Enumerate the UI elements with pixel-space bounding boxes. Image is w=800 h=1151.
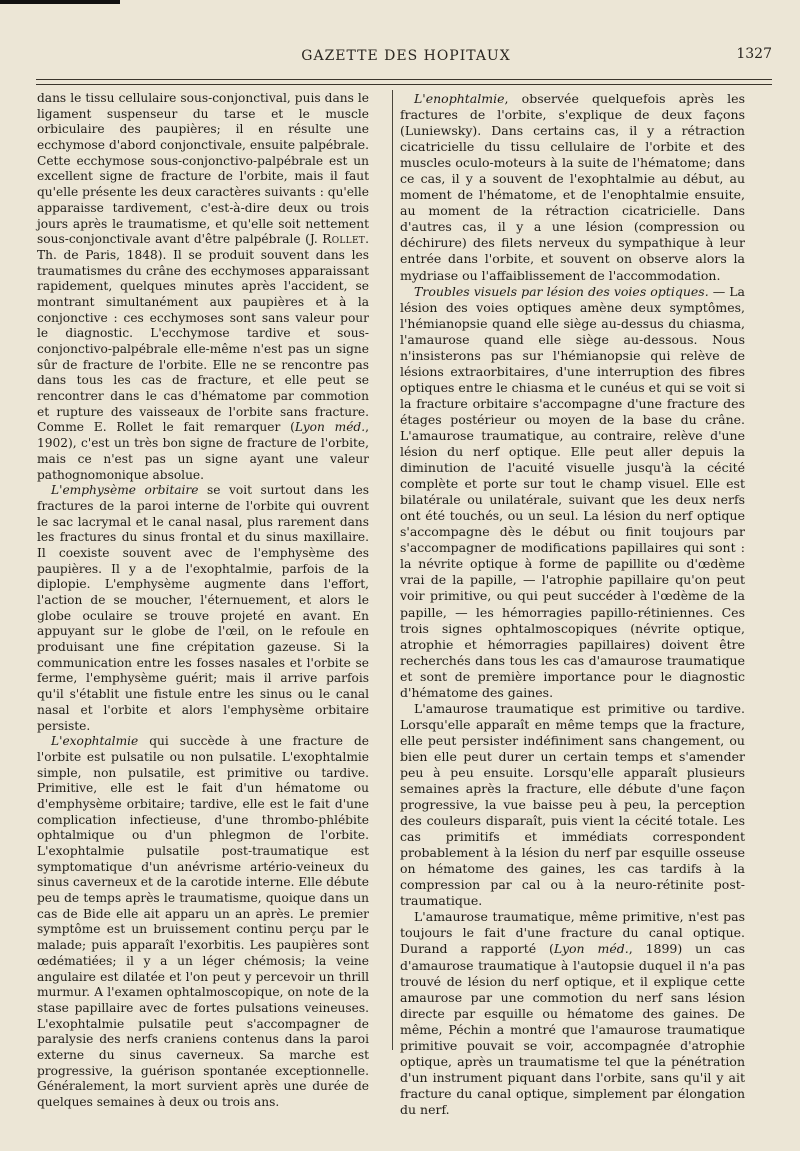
paragraph — [400, 909, 745, 1118]
paragraph — [400, 91, 745, 284]
paragraph — [37, 734, 369, 1111]
paragraph-text: , 1899) un cas d'amaurose traumatique à l'autopsie duquel il n'a pas trouvé de lésion du nerf optique, et il explique cette amaurose par une commotion du nerf sans lésion directe par esquille ou hématome des gaines. De même, Péchin a montré que l'amaurose traumatique primitive pouvait se voir, accompagnée d'atrophie optique, après un traumatisme tel que la pénétration d'un instrument piquant dans l'orbite, sans qu'il y ait fracture du canal optique, simplement par élongation du nerf. — [400, 941, 745, 1117]
section-term: L'exophtalmie — [51, 734, 139, 749]
paragraph-text: qui succède à une fracture de l'orbite est pulsatile ou non pulsatile. L'exophtalmie simple, non pulsatile, est primitive ou tardive. Primitive, elle est le fait d'un hématome ou d'emphysème orbitaire; tardive, elle est le fait d'une complication infectieuse, d'une thrombo-phlébite ophtalmique ou d'un phlegmon de l'orbite. L'exophtalmie pulsatile post-traumatique est symptomatique d'un anévrisme artério-veineux du sinus caverneux et de la carotide interne. Elle débute peu de temps après le traumatisme, quoique dans un cas de Bide elle ait apparu un an après. Le premier symptôme est un bruissement continu perçu par le malade; puis apparaît l'exorbitis. Les paupières sont œdématiées; il y a un léger chémosis; la veine angulaire est dilatée et l'on peut y percevoir un thrill murmur. A l'examen ophtalmoscopique, on note de la stase papillaire avec de fortes pulsations veineuses. L'exophtalmie pulsatile peut s'accompagner de paralysie des nerfs craniens contenus dans la paroi externe du sinus caverneux. Sa marche est progressive, la guérison spontanée exceptionnelle. Généralement, la mort survient après une durée de quelques semaines à deux ou trois ans. — [37, 734, 369, 1109]
section-term: L'emphysème orbitaire — [51, 483, 199, 498]
page-number: 1327 — [736, 46, 772, 62]
paragraph — [37, 483, 369, 734]
journal-reference: Lyon méd. — [294, 420, 366, 435]
header-rule-bottom — [36, 84, 772, 85]
author-name: Rollet — [322, 232, 366, 247]
header-rule-top — [36, 79, 772, 80]
paragraph — [400, 284, 745, 701]
left-column — [37, 91, 369, 1111]
paragraph-text: se voit surtout dans les fractures de la paroi interne de l'orbite qui ouvrent le sac lacrymal et le canal nasal, plus rarement dans les fractures du sinus frontal et du sinus maxillaire. Il coexiste souvent avec de l'emphysème des paupières. Il y a de l'exophtalmie, parfois de la diplopie. L'emphysème augmente dans l'effort, l'action de se moucher, l'éternuement, et alors le globe oculaire se trouve projeté en avant. En appuyant sur le globe de l'œil, on le refoule en produisant une fine crépitation gazeuse. Si la communication entre les fosses nasales et l'orbite se ferme, l'emphysème guérit; mais il arrive parfois qu'il s'établit une fistule entre les sinus ou le canal nasal et l'orbite et alors l'emphysème orbitaire persiste. — [37, 483, 369, 733]
section-heading: Troubles visuels par lésion des voies optiques. — [414, 283, 709, 299]
section-term: L'enophtalmie — [414, 91, 505, 106]
column-divider — [392, 90, 393, 1050]
paragraph — [37, 91, 369, 483]
paragraph — [400, 701, 745, 910]
paragraph-text: L'amaurose traumatique est primitive ou tardive. Lorsqu'elle apparaît en même temps que la fracture, elle peut persister indéfiniment sans changement, ou bien elle peut durer un certain temps et s'amender peu à peu ensuite. Lorsqu'elle apparaît plusieurs semaines après la fracture, elle débute d'une façon progressive, la vue baisse peu à peu, la perception des couleurs disparaît, puis vient la cécité totale. Les cas primitifs et immédiats correspondent probablement à la lésion du nerf par esquille osseuse on hématome des gaines, les cas tardifs à la compression par cal ou à la neuro-rétinite post-traumatique. — [400, 700, 745, 909]
page-header — [40, 46, 772, 70]
scan-edge-mark — [0, 0, 120, 4]
right-column — [400, 91, 745, 1118]
paragraph-text: dans le tissu cellulaire sous-conjonctival, puis dans le ligament suspenseur du tarse et le muscle orbiculaire des paupières; il en résulte une ecchymose d'abord conjonctivale, ensuite palpébrale. Cette ecchymose sous-conjonctivo-palpébrale est un excellent signe de fracture de l'orbite, mais il faut qu'elle présente les deux caractères suivants : qu'elle apparaisse tardivement, c'est-à-dire deux ou trois jours après le traumatisme, et qu'elle soit nettement sous-conjonctivale avant d'être palpébrale (J. — [37, 91, 369, 247]
running-title: GAZETTE DES HOPITAUX — [301, 48, 511, 64]
paragraph-text: — La lésion des voies optiques amène deux symptômes, l'hémianopsie quand elle siège au-dessus du chiasma, l'amaurose quand elle siège au-dessous. Nous n'insisterons pas sur l'hémianopsie qui relève de lésions extraorbitaires, d'une interruption des fibres optiques entre le chiasma et le cunéus et qui se voit si la fracture orbitaire s'accompagne d'une fracture des étages postérieur ou moyen de la base du crâne. L'amaurose traumatique, au contraire, relève d'une lésion du nerf optique. Elle peut aller depuis la diminution de l'acuité visuelle jusqu'à la cécité complète et porte sur tout le champ visuel. Elle est bilatérale ou unilatérale, suivant que les deux nerfs ont été touchés, ou un seul. La lésion du nerf optique s'accompagne dès le début ou finit toujours par s'accompagner de modifications papillaires qui sont : la névrite optique à forme de papillite ou d'œdème vrai de la papille, — l'atrophie papillaire qu'on peut voir primitive, ou qui peut succéder à l'œdème de la papille, — les hémorragies papillo-rétiniennes. Ces trois signes ophtalmoscopiques (névrite optique, atrophie et hémorragies papillaires) doivent être recherchés dans tous les cas d'amaurose traumatique et sont de première importance pour le diagnostic d'hématome des gaines. — [400, 283, 745, 700]
paragraph-text: . Th. de Paris, 1848). Il se produit souvent dans les traumatismes du crâne des ecchymoses apparaissant rapidement, quelques minutes après l'accident, se montrant simultanément aux paupières et à la conjonctive : ces ecchymoses sont sans valeur pour le diagnostic. L'ecchymose tardive et sous-conjonctivo-palpébrale elle-même n'est pas un signe sûr de fracture de l'orbite. Elle ne se rencontre pas dans tous les cas de fracture, et elle peut se rencontrer dans le cas d'hématome par commotion et rupture des vaisseaux de l'orbite sans fracture. Comme E. Rollet le fait remarquer ( — [37, 232, 369, 435]
paragraph-text: , 1902), c'est un très bon signe de fracture de l'orbite, mais ce n'est pas un signe ayant une valeur pathognomonique absolue. — [37, 420, 369, 482]
paragraph-text: L'amaurose traumatique, même primitive, n'est pas toujours le fait d'une fracture du canal optique. Durand a rapporté ( — [400, 909, 745, 957]
journal-reference: Lyon méd. — [553, 941, 629, 957]
paragraph-text: , observée quelquefois après les fractures de l'orbite, s'explique de deux façons (Luniewsky). Dans certains cas, il y a rétraction cicatricielle du tissu cellulaire de l'orbite et des muscles oculo-moteurs à la suite de l'hématome; dans ce cas, il y a souvent de l'exophtalmie au début, au moment de l'hématome, et de l'enophtalmie ensuite, au moment de la rétraction cicatricielle. Dans d'autres cas, il y a une lésion (compression ou déchirure) des filets nerveux du sympathique à leur entrée dans l'orbite, et souvent on observe alors la mydriase ou l'affaiblissement de l'accommodation. — [400, 91, 745, 283]
